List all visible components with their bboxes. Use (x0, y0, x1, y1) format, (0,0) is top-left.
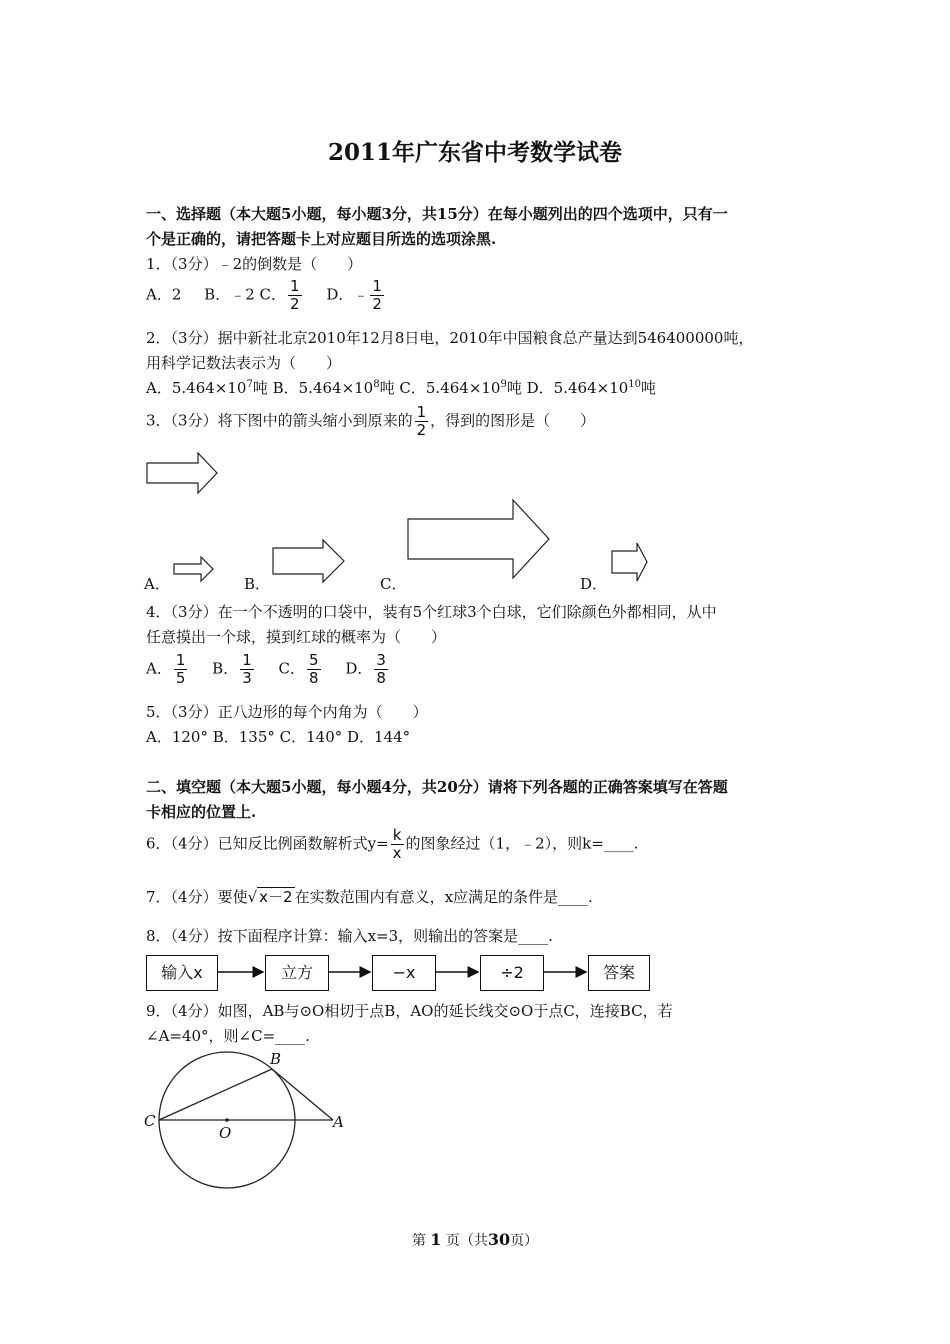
flow-arrows (0, 960, 950, 990)
q4-stem-line2: 任意摸出一个球，摸到红球的概率为（ ） (146, 628, 447, 646)
q9-circle-figure (0, 1040, 950, 1200)
q9-stem-line2: ∠A=40°，则∠C=____. (146, 1027, 310, 1045)
option-a-arrow (174, 557, 213, 581)
flow-box-input: 输入x (146, 955, 218, 991)
q3-option-d: D． (580, 575, 608, 593)
section2-heading-line2: 卡相应的位置上. (146, 803, 257, 821)
flow-box-answer: 答案 (588, 955, 650, 991)
flow-box-cube: 立方 (265, 955, 329, 991)
q2-stem-line2: 用科学记数法表示为（ ） (146, 354, 342, 372)
q1-option-a: A．2 (146, 285, 182, 304)
q7-stem: 7．（4分）要使√ x－2 在实数范围内有意义，x应满足的条件是____. (146, 888, 593, 906)
q4-options: A． $\frac{1}{5}$ B． $\frac{1}{3}$ C． $\frac{5}{8}$ D． $\frac{3}{8}$ (146, 651, 386, 687)
q3-option-a: A． (144, 575, 170, 593)
q3-option-c: C． (380, 575, 407, 593)
section1-heading-line1: 一、选择题（本大题5小题，每小题3分，共15分）在每小题列出的四个选项中，只有一 (146, 205, 728, 223)
q2-options: A．$5.464\times 10^7$吨 B．$5.464\times 10^8$吨 C．$5.464\times 10^9$吨 D．$5.464\times 10^{10}$吨 (146, 379, 657, 397)
q1-option-d: D．﹣ (326, 285, 369, 304)
center-dot (225, 1118, 229, 1122)
q1-d-fraction: $\frac{1}{2}$ (372, 277, 382, 313)
q1-c-fraction: $\frac{1}{2}$ (290, 277, 300, 313)
q6-fraction: $\frac{k}{x}$ (392, 826, 402, 862)
q3-arrows-figure (0, 0, 950, 600)
flow-box-divide-2: ÷2 (480, 955, 544, 991)
segment-ab (272, 1069, 333, 1120)
q5-options: A．120° B．135° C．140° D．144° (146, 728, 411, 746)
q8-stem: 8．（4分）按下面程序计算：输入x=3，则输出的答案是____. (146, 927, 553, 945)
flow-box-minus-x: −x (372, 955, 436, 991)
q3-option-b: B． (244, 575, 271, 593)
label-b: B (270, 1050, 282, 1068)
section2-heading-line1: 二、填空题（本大题5小题，每小题4分，共20分）请将下列各题的正确答案填写在答题 (146, 778, 728, 796)
q1-option-c: C． (259, 285, 287, 304)
section1-heading-line2: 个是正确的，请把答题卡上对应题目所选的选项涂黑. (146, 230, 497, 248)
page-title: 2011年广东省中考数学试卷 (327, 139, 622, 166)
q3-fraction: $\frac{1}{2}$ (416, 403, 427, 439)
option-c-arrow (408, 500, 549, 578)
original-arrow (147, 453, 217, 493)
page-footer: 第 1 页（共30页） (411, 1230, 539, 1249)
label-c: C (144, 1112, 156, 1130)
q5-stem: 5．（3分）正八边形的每个内角为（ ） (146, 703, 428, 721)
q9-stem-line1: 9．（4分）如图，AB与⊙O相切于点B，AO的延长线交⊙O于点C，连接BC，若 (146, 1002, 673, 1020)
label-a: A (333, 1113, 344, 1131)
option-b-arrow (273, 540, 344, 582)
q4-stem-line1: 4．（3分）在一个不透明的口袋中，装有5个红球3个白球，它们除颜色外都相同，从中 (146, 603, 717, 621)
q1-option-b: B．﹣2 (204, 285, 255, 304)
q1-stem: 1．（3分）﹣2的倒数是（ ） (146, 255, 363, 273)
label-o: O (219, 1124, 232, 1142)
option-d-arrow (612, 543, 647, 581)
segment-cb (159, 1069, 272, 1120)
q3-stem: 3．（3分）将下图中的箭头缩小到原来的 $\frac{1}{2}$ ，得到的图形是（ ） (146, 403, 596, 439)
q6-stem: 6．（4分）已知反比例函数解析式y= $\frac{k}{x}$ 的图象经过（1，﹣2），则k=____. (146, 826, 639, 862)
q7-sqrt: √ x－2 (247, 888, 293, 906)
q2-stem-line1: 2．（3分）据中新社北京2010年12月8日电，2010年中国粮食总产量达到546400000吨， (146, 329, 754, 347)
